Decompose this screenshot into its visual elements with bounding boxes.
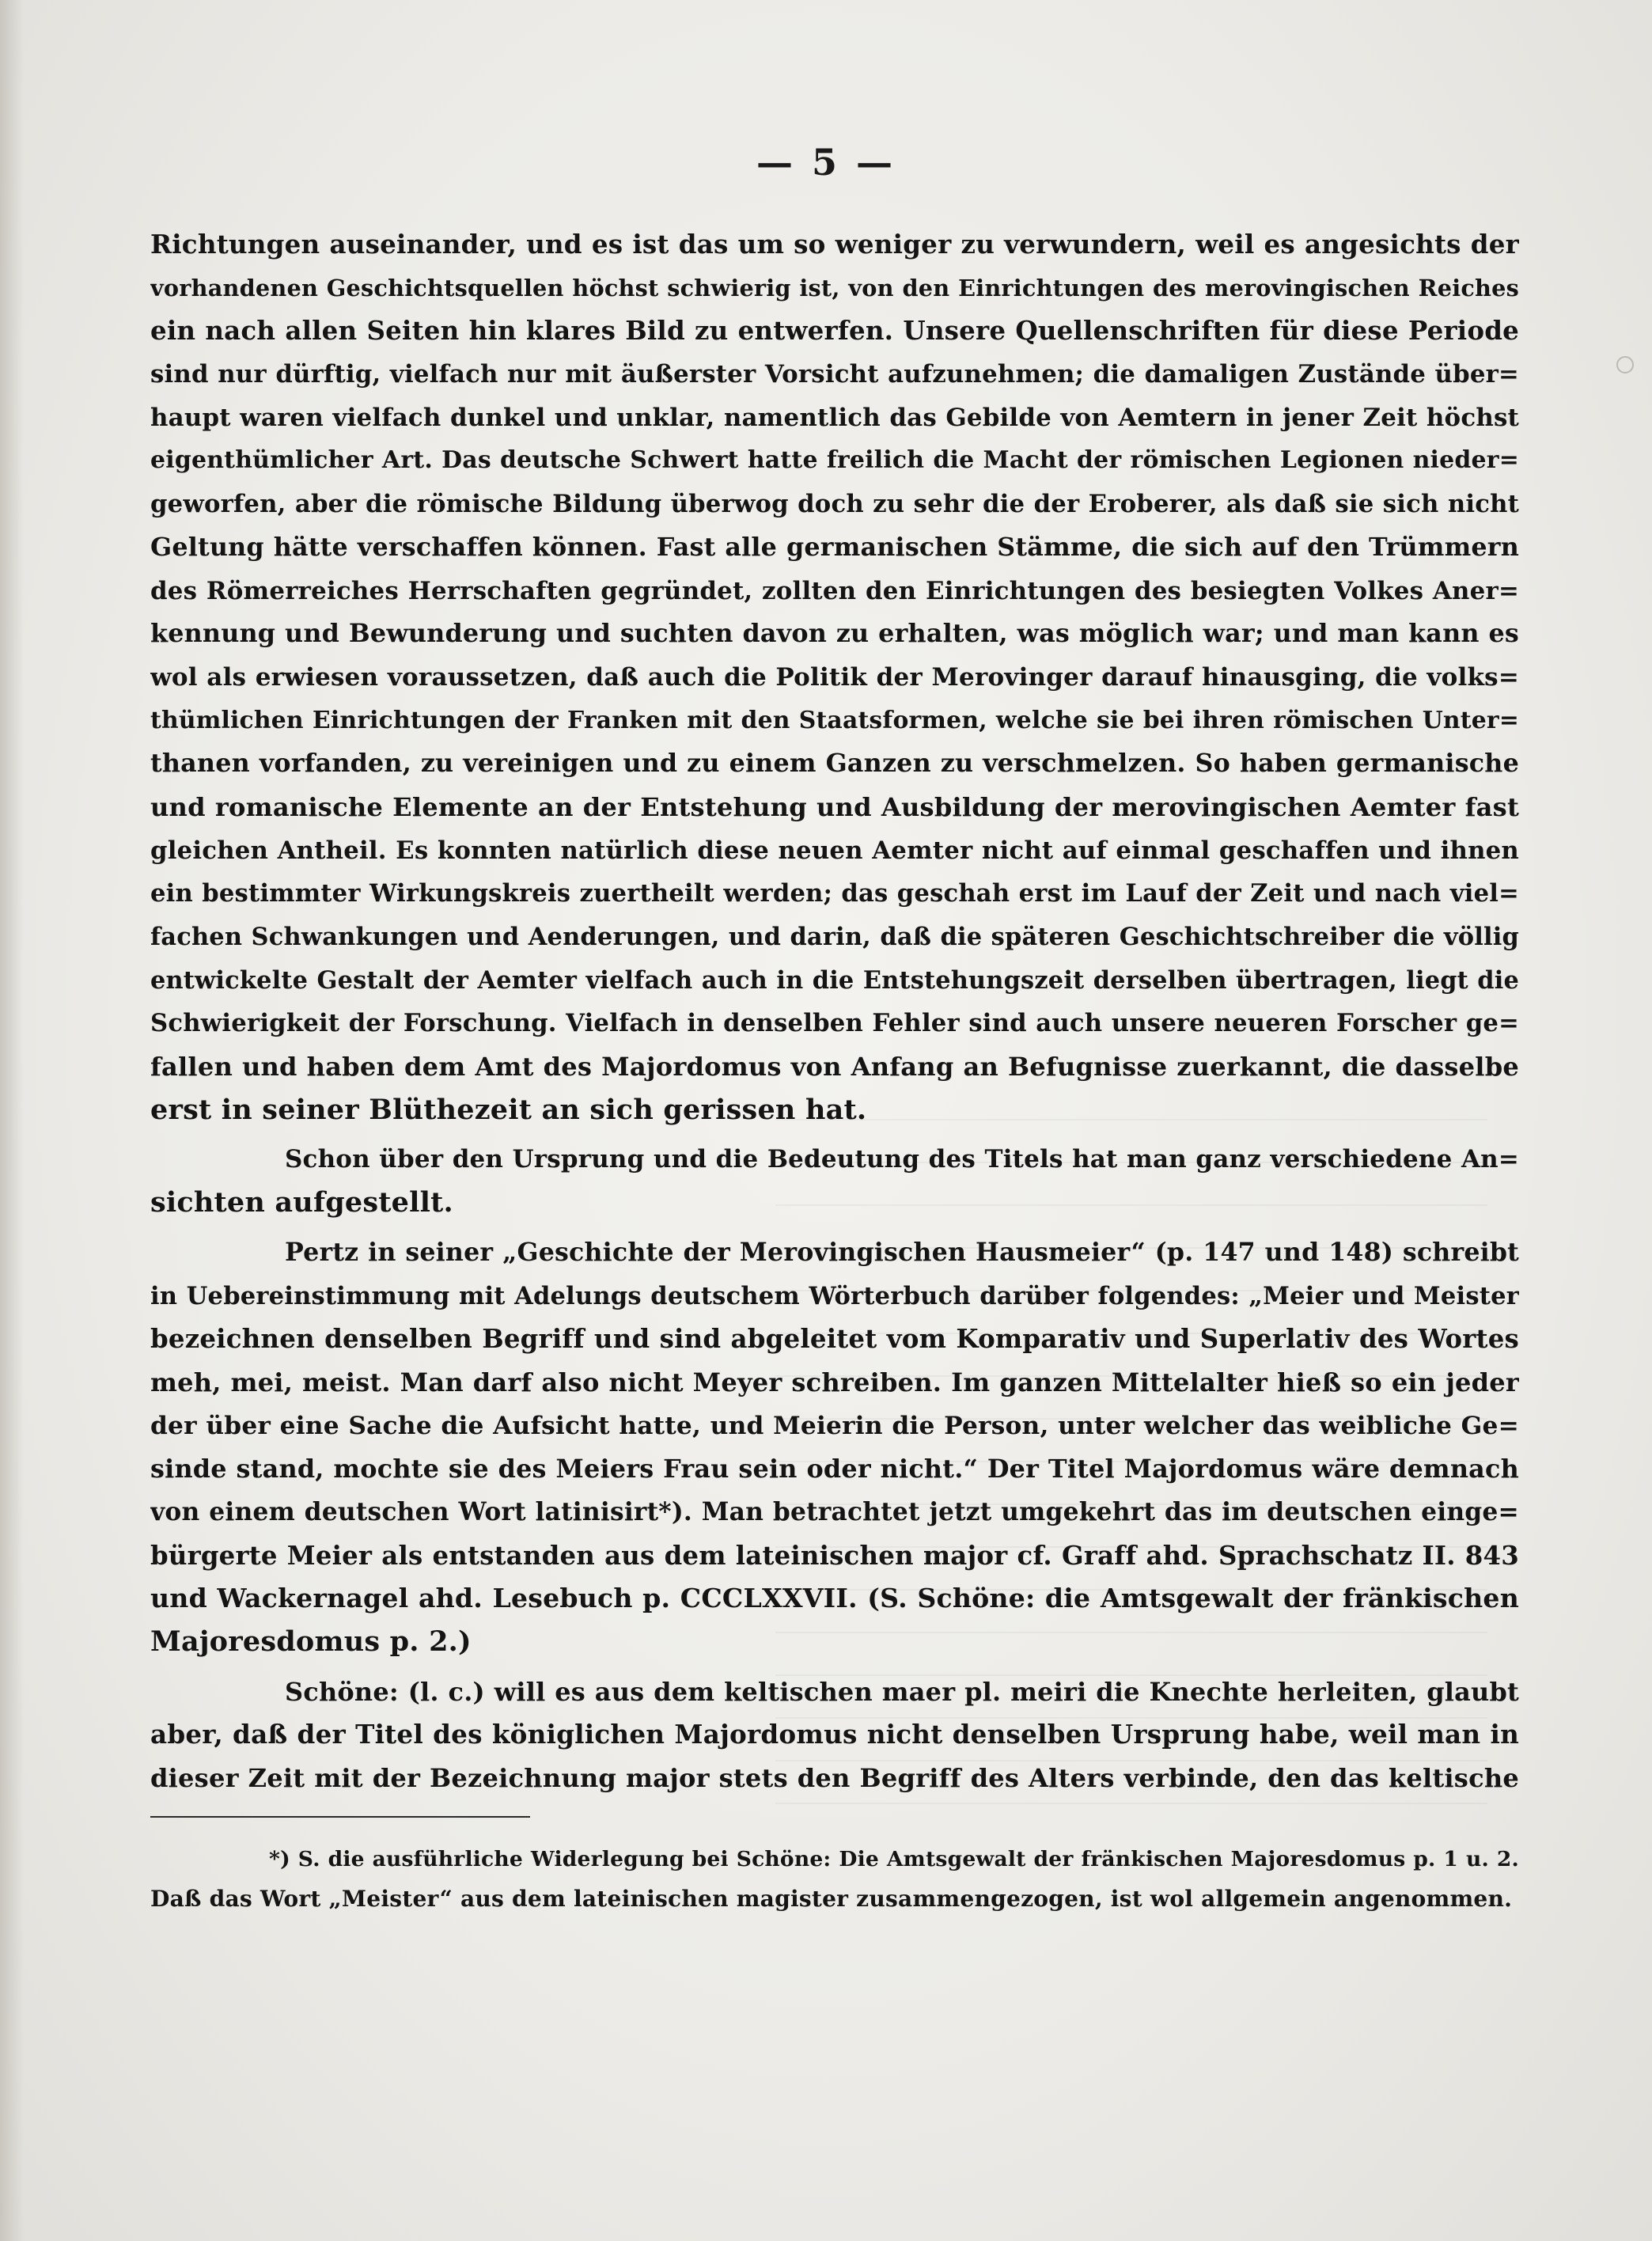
text-line: sichten aufgestellt. [150, 1186, 453, 1219]
text-line: aber, daß der Titel des königlichen Majordomus nicht denselben Ursprung habe, weil man in [150, 1719, 1519, 1750]
text-line: ein bestimmter Wirkungskreis zuertheilt werden; das geschah erst im Lauf der Zeit und nach viel= [150, 879, 1519, 908]
text-line: kennung und Bewunderung und suchten davon zu erhalten, was möglich war; und man kann es [150, 619, 1519, 649]
text-line: der über eine Sache die Aufsicht hatte, und Meierin die Person, unter welcher das weibliche Ge= [150, 1411, 1519, 1440]
footnote-divider [150, 1816, 530, 1818]
body-text [150, 223, 1519, 1800]
text-line: und Wackernagel ahd. Lesebuch p. CCCLXXVII. (S. Schöne: die Amtsgewalt der fränkischen [150, 1583, 1519, 1614]
text-line: des Römerreiches Herrschaften gegründet, zollten den Einrichtungen des besiegten Volkes Aner= [150, 576, 1519, 605]
text-line: Majoresdomus p. 2.) [150, 1625, 472, 1658]
text-line: ein nach allen Seiten hin klares Bild zu entwerfen. Unsere Quellenschriften für diese Periode [150, 315, 1519, 347]
margin-mark [1616, 356, 1634, 374]
text-line: Geltung hätte verschaffen können. Fast alle germanischen Stämme, die sich auf den Trümmern [150, 532, 1519, 562]
text-line: bezeichnen denselben Begriff und sind abgeleitet vom Komparativ und Superlativ des Wortes [150, 1324, 1519, 1355]
text-line: sinde stand, mochte sie des Meiers Frau sein oder nicht.“ Der Titel Majordomus wäre demnach [150, 1454, 1519, 1485]
text-line: und romanische Elemente an der Entstehung und Ausbildung der merovingischen Aemter fast [150, 791, 1519, 822]
text-line: dieser Zeit mit der Bezeichnung major stets den Begriff des Alters verbinde, den das keltische [150, 1763, 1519, 1794]
page-edge-shadow [0, 0, 24, 2241]
text-line: Pertz in seiner „Geschichte der Merovingischen Hausmeier“ (p. 147 und 148) schreibt [285, 1237, 1519, 1267]
text-line: vorhandenen Geschichtsquellen höchst schwierig ist, von den Einrichtungen des merovingischen Reiches [150, 274, 1519, 301]
text-line: entwickelte Gestalt der Aemter vielfach auch in die Entstehungszeit derselben übertragen, liegt die [150, 965, 1519, 995]
text-line: bürgerte Meier als entstanden aus dem lateinischen major cf. Graff ahd. Sprachschatz II. 843 [150, 1540, 1519, 1571]
text-line: von einem deutschen Wort latinisirt*). Man betrachtet jetzt umgekehrt das im deutschen einge= [150, 1497, 1519, 1526]
footnote-line: *) S. die ausführliche Widerlegung bei Schöne: Die Amtsgewalt der fränkischen Majoresdomus p. 1 u. 2. [269, 1847, 1519, 1871]
page-number: — 5 — [756, 141, 896, 184]
text-line: Schwierigkeit der Forschung. Vielfach in denselben Fehler sind auch unsere neueren Forscher ge= [150, 1009, 1519, 1038]
text-line: gleichen Antheil. Es konnten natürlich diese neuen Aemter nicht auf einmal geschaffen und ihnen [150, 836, 1519, 865]
text-line: wol als erwiesen voraussetzen, daß auch die Politik der Merovinger darauf hinausging, die volks= [150, 662, 1519, 692]
text-line: geworfen, aber die römische Bildung überwog doch zu sehr die der Eroberer, als daß sie sich nicht [150, 490, 1519, 519]
text-line: Schon über den Ursprung und die Bedeutung des Titels hat man ganz verschiedene An= [285, 1145, 1519, 1174]
footnotes [150, 1840, 1519, 1919]
text-line: thümlichen Einrichtungen der Franken mit den Staatsformen, welche sie bei ihren römischen Unter= [150, 706, 1519, 734]
text-line: Schöne: (l. c.) will es aus dem keltischen maer pl. meiri die Knechte herleiten, glaubt [285, 1676, 1519, 1707]
footnote-line: Daß das Wort „Meister“ aus dem lateinischen magister zusammengezogen, ist wol allgemein angenommen. [150, 1886, 1513, 1912]
text-line: haupt waren vielfach dunkel und unklar, namentlich das Gebilde von Aemtern in jener Zeit höchst [150, 403, 1519, 432]
text-line: in Uebereinstimmung mit Adelungs deutschem Wörterbuch darüber folgendes: „Meier und Meister [150, 1281, 1519, 1310]
text-line: Richtungen auseinander, und es ist das um so weniger zu verwundern, weil es angesichts der [150, 229, 1519, 260]
text-line: eigenthümlicher Art. Das deutsche Schwert hatte freilich die Macht der römischen Legionen nieder= [150, 446, 1519, 475]
text-line: sind nur dürftig, vielfach nur mit äußerster Vorsicht aufzunehmen; die damaligen Zustände über= [150, 360, 1519, 389]
text-line: thanen vorfanden, zu vereinigen und zu einem Ganzen zu verschmelzen. So haben germanische [150, 749, 1519, 779]
text-line: fachen Schwankungen und Aenderungen, und darin, daß die späteren Geschichtschreiber die völlig [150, 923, 1519, 951]
text-line: meh, mei, meist. Man darf also nicht Meyer schreiben. Im ganzen Mittelalter hieß so ein jeder [150, 1367, 1519, 1397]
text-line: erst in seiner Blüthezeit an sich gerissen hat. [150, 1093, 867, 1126]
text-line: fallen und haben dem Amt des Majordomus von Anfang an Befugnisse zuerkannt, die dasselbe [150, 1052, 1519, 1083]
